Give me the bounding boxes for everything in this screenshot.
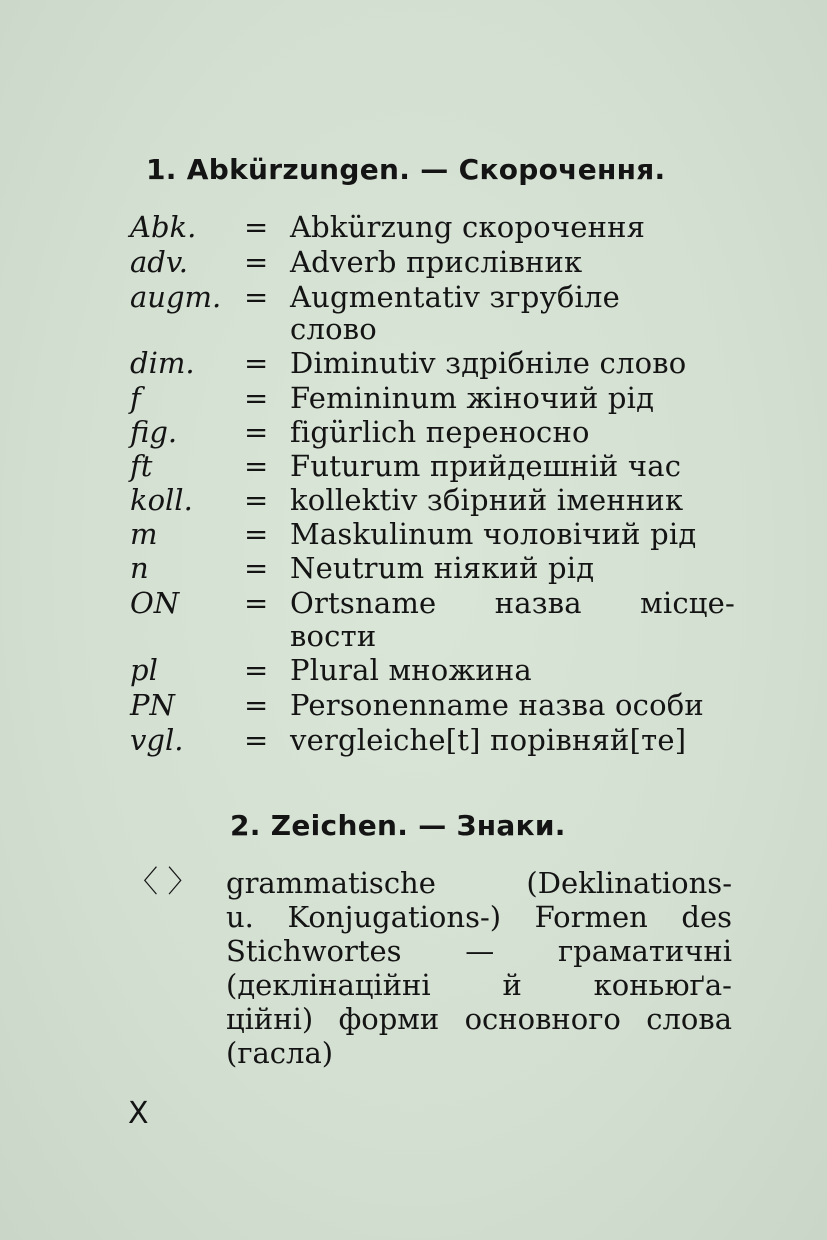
abbr-term: koll.	[130, 483, 193, 517]
abbr-term: f	[130, 381, 141, 415]
abbr-term: ft	[130, 449, 153, 483]
equals-sign: =	[244, 551, 269, 585]
abbr-term: adv.	[130, 245, 189, 279]
sign-description-line: (гасла)	[226, 1036, 334, 1070]
equals-sign: =	[244, 723, 269, 757]
abbr-definition: kollektiv збірний іменник	[290, 483, 684, 517]
abbr-definition: Maskulinum чоловічий рід	[290, 517, 697, 551]
sign-description-line: (деклінаційні й коньюґа-	[226, 968, 732, 1002]
sign-description-line: Stichwortes — граматичні	[226, 934, 732, 968]
section-heading-signs: 2. Zeichen. — Знаки.	[230, 809, 566, 842]
equals-sign: =	[244, 346, 269, 380]
abbr-term: Abk.	[130, 210, 197, 244]
abbr-definition: Femininum жіночий рід	[290, 381, 655, 415]
sign-description-line: ційні) форми основного слова	[226, 1002, 732, 1036]
equals-sign: =	[244, 449, 269, 483]
equals-sign: =	[244, 517, 269, 551]
abbr-term: m	[130, 517, 158, 551]
abbr-definition-continuation: слово	[290, 312, 377, 346]
equals-sign: =	[244, 245, 269, 279]
abbr-term: fig.	[130, 415, 178, 449]
abbr-definition: Plural множина	[290, 653, 532, 687]
abbr-term: ON	[130, 586, 180, 620]
equals-sign: =	[244, 653, 269, 687]
abbr-term: vgl.	[130, 723, 184, 757]
angle-brackets-sign: 〈 〉	[128, 865, 198, 900]
abbr-definition: Abkürzung скорочення	[290, 210, 646, 244]
equals-sign: =	[244, 415, 269, 449]
abbr-definition: Augmentativ згрубіле	[290, 280, 620, 314]
abbr-term: dim.	[130, 346, 195, 380]
abbr-definition-continuation: вости	[290, 619, 377, 653]
equals-sign: =	[244, 688, 269, 722]
abbr-term: pl	[130, 653, 158, 687]
abbr-definition: Futurum прийдешній час	[290, 449, 682, 483]
page-number: X	[128, 1096, 149, 1131]
abbr-definition: vergleiche[t] порівняй[те]	[290, 723, 687, 757]
abbr-term: augm.	[130, 280, 222, 314]
equals-sign: =	[244, 483, 269, 517]
abbr-definition: Neutrum ніякий рід	[290, 551, 595, 585]
abbr-term: PN	[130, 688, 175, 722]
equals-sign: =	[244, 280, 269, 314]
equals-sign: =	[244, 381, 269, 415]
abbr-definition: Adverb прислівник	[290, 245, 583, 279]
abbr-definition: figürlich переносно	[290, 415, 590, 449]
section-heading-abbreviations: 1. Abkürzungen. — Скорочення.	[146, 153, 666, 186]
abbr-definition: Ortsname назва місце-	[290, 586, 735, 620]
sign-description-line: u. Konjugations-) Formen des	[226, 900, 732, 934]
equals-sign: =	[244, 586, 269, 620]
abbr-definition: Personenname назва особи	[290, 688, 704, 722]
sign-description-line: grammatische (Deklinations-	[226, 866, 732, 900]
equals-sign: =	[244, 210, 269, 244]
abbr-definition: Diminutiv здрібніле слово	[290, 346, 687, 380]
abbr-term: n	[130, 551, 149, 585]
